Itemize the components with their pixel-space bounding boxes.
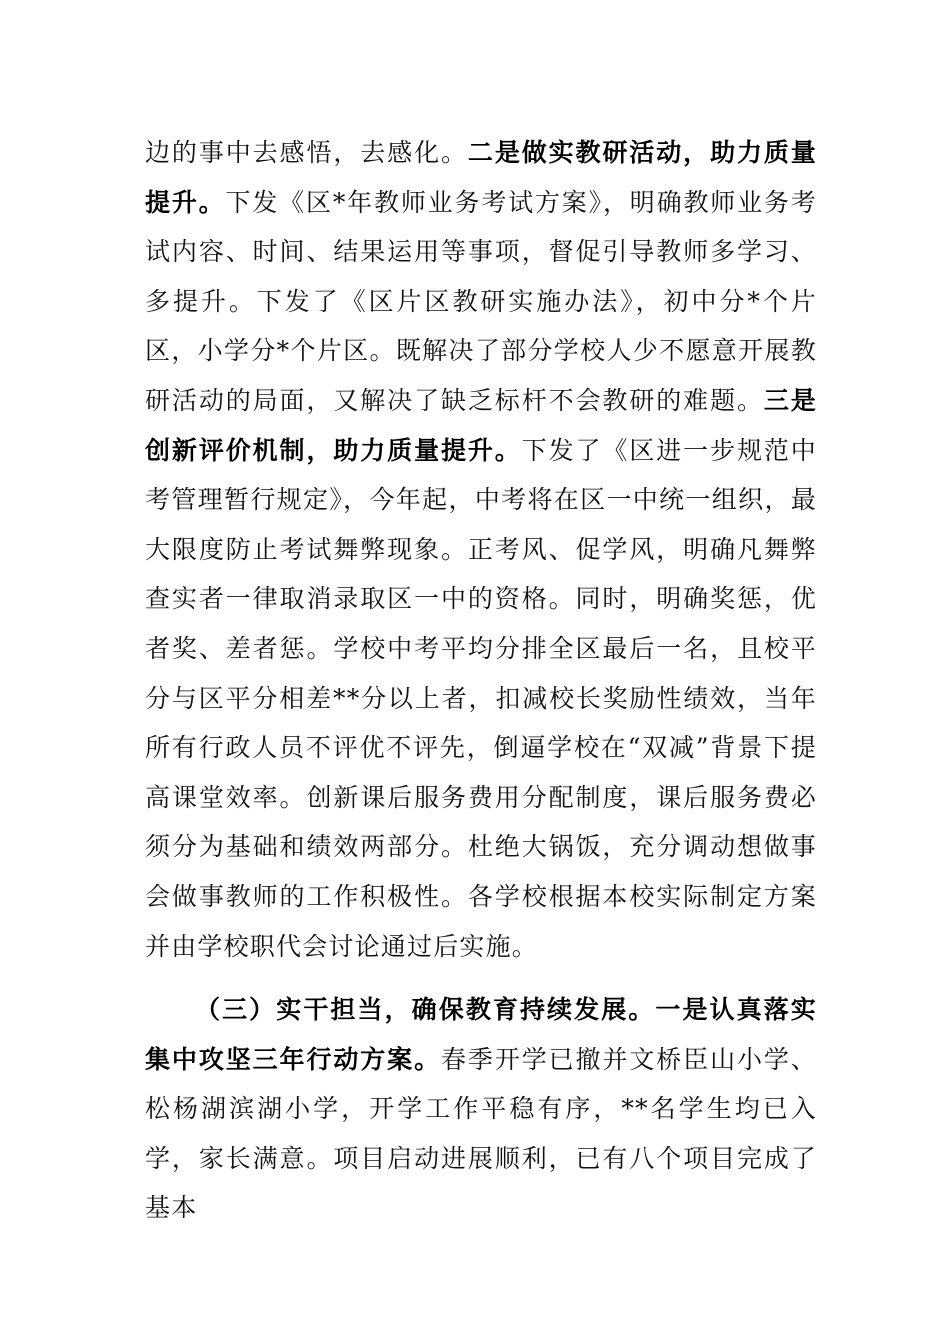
bold-heading-run: 三是创新评价机制，助力质量提升。 xyxy=(145,385,817,465)
bold-heading-run: 二是做实教研活动，助力质量提升。 xyxy=(145,138,817,217)
paragraph-section-three xyxy=(145,985,817,1233)
text-run: 下发了《区进一步规范中考管理暂行规定》，今年起，中考将在区一中统一组织，最大限度防止考试舞弊现象。正考风、促学风，明确凡舞弊查实者一律取消录取区一中的资格。同时，明确奖惩，优者奖、差者惩。学校中考平均分排全区最后一名，且校平分与区平分相差**分以上者，扣减校长奖励性绩效，当年所有行政人员不评优不评先，倒逼学校在“双减”背景下提高课堂效率。创新课后服务费用分配制度，课后服务费必须分为基础和绩效两部分。杜绝大锅饭，充分调动想做事会做事教师的工作积极性。各学校根据本校实际制定方案并由学校职代会讨论通过后实施。 xyxy=(145,435,817,961)
text-run: 下发《区*年教师业务考试方案》，明确教师业务考试内容、时间、结果运用等事项，督促引导教师多学习、多提升。下发了《区片区教研实施办法》，初中分*个片区，小学分*个片区。既解决了部分学校人少不愿意开展教研活动的局面，又解决了缺乏标杆不会教研的难题。 xyxy=(145,187,817,415)
text-run: 春季开学已撤并文桥臣山小学、松杨湖滨湖小学，开学工作平稳有序，**名学生均已入学，家长满意。项目启动进展顺利，已有八个项目完成了基本 xyxy=(145,1044,818,1223)
bold-heading-run: （三）实干担当，确保教育持续发展。一是认真落实集中攻坚三年行动方案。 xyxy=(145,995,817,1074)
paragraph-continuation xyxy=(145,128,817,971)
document-body xyxy=(145,128,817,1233)
text-run: 边的事中去感悟，去感化。 xyxy=(145,138,468,167)
